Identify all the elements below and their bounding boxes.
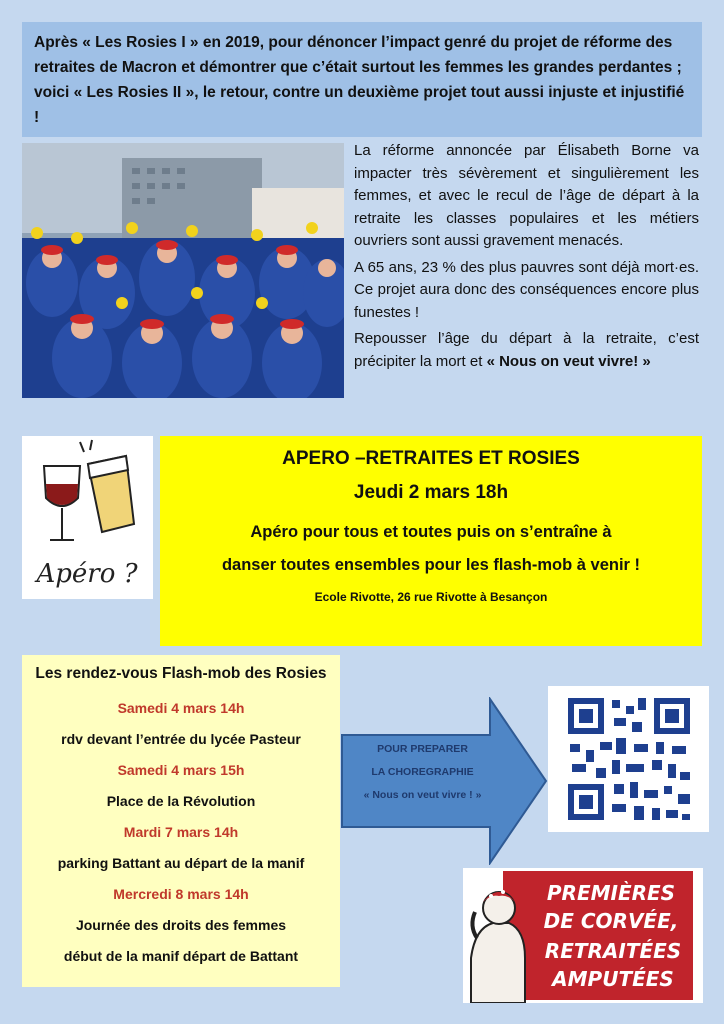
event-address: Ecole Rivotte, 26 rue Rivotte à Besançon [314, 590, 548, 604]
qr-code[interactable] [548, 686, 709, 832]
body-paragraph-3-text: Repousser l’âge du départ à la retraite, c’est précipiter la mort et [354, 330, 699, 370]
poster-line-2: DE CORVÉE, [543, 909, 679, 933]
body-paragraph-2: A 65 ans, 23 % des plus pauvres sont déjà mort·es. Ce projet aura donc des conséquences encore plus funestes ! [354, 258, 699, 321]
intro-box [22, 22, 702, 137]
flashmob-box [22, 655, 340, 987]
arrow-line-3: « Nous on veut vivre ! » [363, 789, 482, 801]
flashmob-date-1: Samedi 4 mars 14h [117, 700, 245, 716]
flashmob-date-3: Mardi 7 mars 14h [123, 824, 239, 840]
flashmob-heading: Les rendez-vous Flash-mob des Rosies [35, 665, 327, 682]
flashmob-place-4b: début de la manif départ de Battant [63, 948, 299, 964]
event-title: APERO –RETRAITES ET ROSIES [282, 448, 580, 469]
beer-glass-icon [88, 456, 134, 532]
rosie-poster [463, 868, 703, 1003]
event-description-line-2: danser toutes ensembles pour les flash-mob à venir ! [221, 556, 641, 574]
arrow-line-2: LA CHOREGRAPHIE [371, 766, 474, 778]
intro-text: Après « Les Rosies I » en 2019, pour dénoncer l’impact genré du projet de réforme des retraites de Macron et démontrer que c’était surtout les femmes les grandes perdantes ; voici « Les Rosies II », le retour, contre un deuxième projet tout aussi injuste et injustifié ! [34, 34, 685, 126]
wine-glass-icon [44, 466, 80, 540]
arrow-line-1: POUR PREPARER [377, 743, 468, 755]
flashmob-date-4: Mercredi 8 mars 14h [113, 886, 249, 902]
poster-line-3: RETRAITÉES [544, 939, 682, 963]
flashmob-date-2: Samedi 4 mars 15h [117, 762, 245, 778]
event-date: Jeudi 2 mars 18h [353, 482, 509, 503]
slogan: « Nous on veut vivre! » [486, 352, 651, 370]
body-paragraph-1: La réforme annoncée par Élisabeth Borne va impacter très sévèrement et singulièrement les femmes, et avec le recul de l’âge de départ à la retraite les classes populaires et les métiers ouvriers sont aussi gravement menacés. [354, 142, 699, 249]
event-description-line-1: Apéro pour tous et toutes puis on s’entraîne à [250, 523, 612, 541]
flashmob-place-2: Place de la Révolution [106, 793, 256, 809]
body-paragraph-3 [354, 328, 699, 373]
protest-photo [22, 143, 344, 398]
poster-line-1: PREMIÈRES [546, 881, 676, 905]
flashmob-place-4: Journée des droits des femmes [75, 917, 287, 933]
flashmob-place-1: rdv devant l’entrée du lycée Pasteur [61, 731, 301, 747]
event-box [160, 436, 702, 646]
event-description [160, 516, 702, 582]
flashmob-place-3: parking Battant au départ de la manif [57, 855, 305, 871]
arrow-label [345, 738, 500, 807]
apero-caption: Apéro ? [36, 559, 138, 589]
apero-illustration [22, 436, 153, 599]
poster-line-4: AMPUTÉES [552, 967, 674, 991]
body-text [354, 140, 699, 377]
